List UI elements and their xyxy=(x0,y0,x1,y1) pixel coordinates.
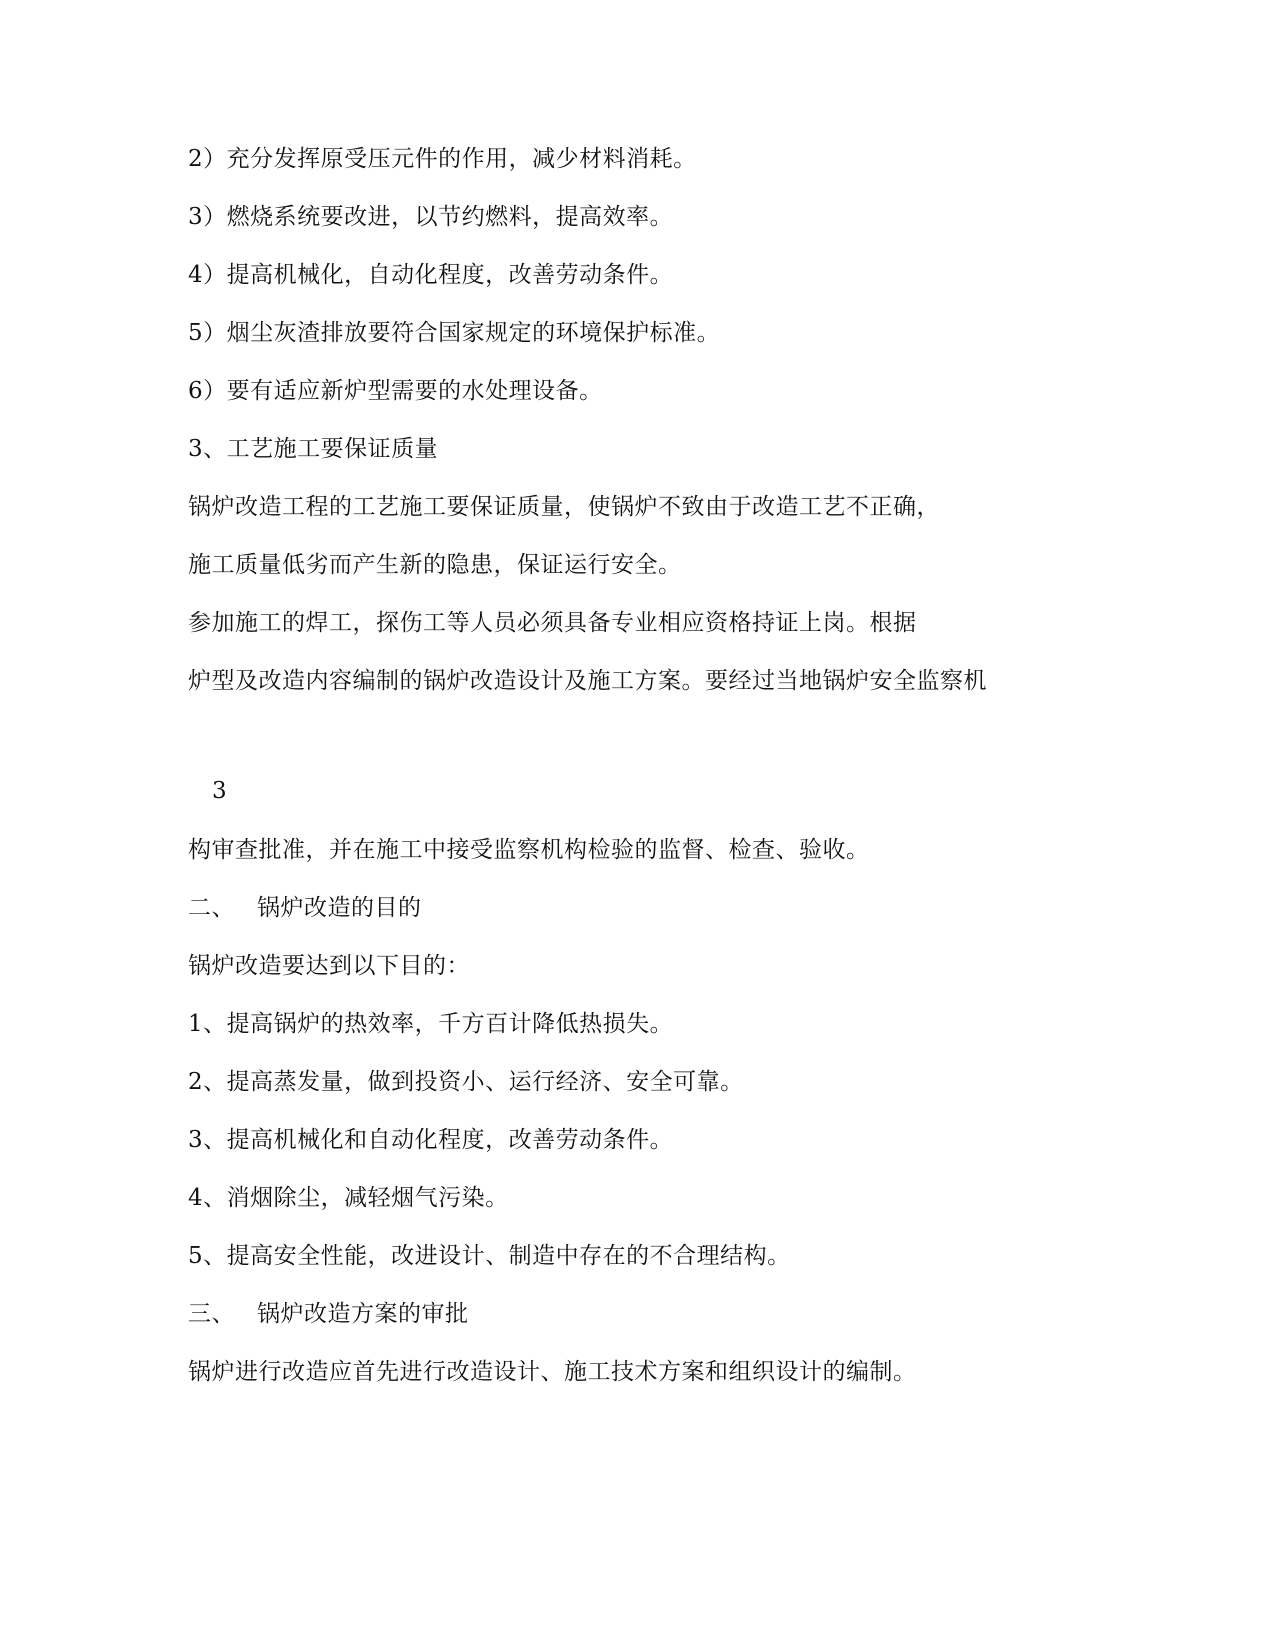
section-title: 锅炉改造方案的审批 xyxy=(257,1301,469,1327)
page-number: 3 xyxy=(212,778,227,804)
section-title: 锅炉改造的目的 xyxy=(257,895,422,921)
list-item: 2、提高蒸发量，做到投资小、运行经济、安全可靠。 xyxy=(188,1069,744,1095)
paragraph-line: 构审查批准，并在施工中接受监察机构检验的监督、检查、验收。 xyxy=(188,837,870,863)
list-item: 2）充分发挥原受压元件的作用，减少材料消耗。 xyxy=(188,146,697,172)
section-heading xyxy=(188,893,422,923)
list-item: 6）要有适应新炉型需要的水处理设备。 xyxy=(188,378,603,404)
paragraph-line: 锅炉进行改造应首先进行改造设计、施工技术方案和组织设计的编制。 xyxy=(188,1359,917,1385)
section-number: 二、 xyxy=(188,895,235,921)
paragraph-line: 锅炉改造工程的工艺施工要保证质量，使锅炉不致由于改造工艺不正确， xyxy=(188,494,940,520)
list-item: 4、消烟除尘，减轻烟气污染。 xyxy=(188,1185,509,1211)
paragraph-line: 炉型及改造内容编制的锅炉改造设计及施工方案。要经过当地锅炉安全监察机 xyxy=(188,668,987,694)
section-number: 三、 xyxy=(188,1301,235,1327)
list-item: 3）燃烧系统要改进，以节约燃料，提高效率。 xyxy=(188,204,674,230)
section-heading xyxy=(188,1299,469,1329)
paragraph-line: 施工质量低劣而产生新的隐患，保证运行安全。 xyxy=(188,552,682,578)
paragraph-line: 参加施工的焊工，探伤工等人员必须具备专业相应资格持证上岗。根据 xyxy=(188,610,917,636)
list-item: 1、提高锅炉的热效率，千方百计降低热损失。 xyxy=(188,1011,674,1037)
list-item: 5）烟尘灰渣排放要符合国家规定的环境保护标准。 xyxy=(188,320,721,346)
subheading: 3、工艺施工要保证质量 xyxy=(188,436,439,462)
paragraph-line: 锅炉改造要达到以下目的： xyxy=(188,953,470,979)
list-item: 4）提高机械化，自动化程度，改善劳动条件。 xyxy=(188,262,674,288)
list-item: 5、提高安全性能，改进设计、制造中存在的不合理结构。 xyxy=(188,1243,791,1269)
list-item: 3、提高机械化和自动化程度，改善劳动条件。 xyxy=(188,1127,674,1153)
